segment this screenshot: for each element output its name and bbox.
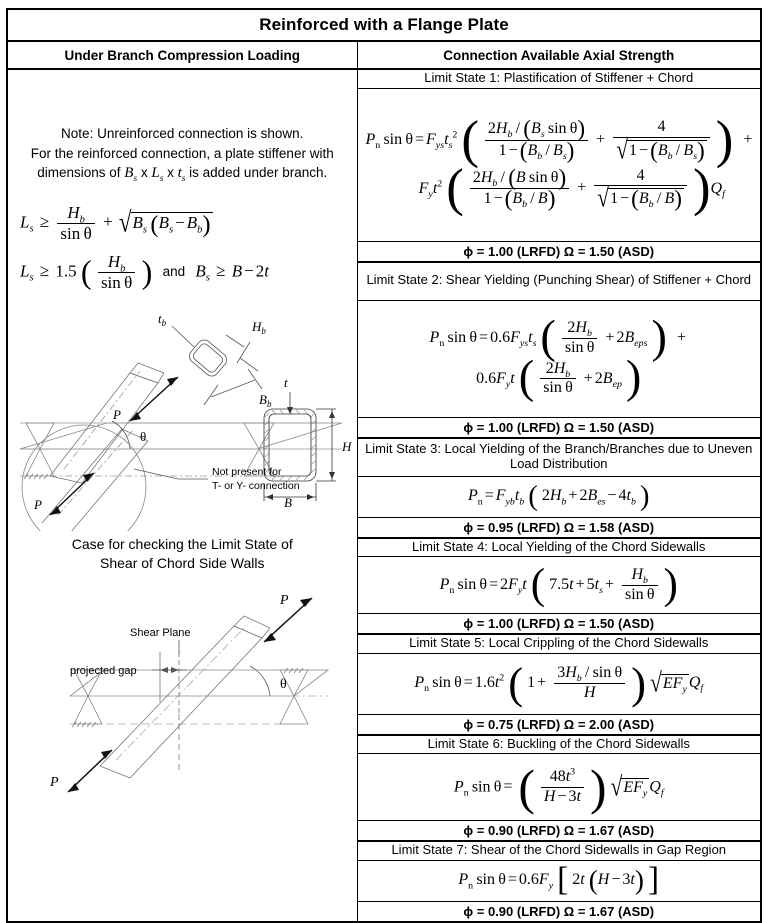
limit-state-2-factor-row (358, 417, 761, 438)
limit-state-1-heading-row (358, 70, 761, 88)
figure1-label-theta: θ (140, 429, 147, 445)
conjunction-and: and (162, 263, 186, 279)
note-line-2: For the reinforced connection, a plate stiffener with (30, 145, 334, 161)
figure1-label-H: H (342, 439, 352, 455)
limit-state-3-factor-row (358, 517, 761, 538)
figure2-label-P-lower: P (50, 774, 59, 790)
symbol-ls: $L_s$ (151, 164, 164, 184)
note-times-1: x (137, 164, 152, 180)
figure1-label-P-upper: P (113, 407, 122, 423)
limit-state-5-factors: ϕ = 0.75 (LRFD) Ω = 2.00 (ASD) (358, 714, 761, 735)
limit-state-7-heading-row (358, 841, 761, 860)
left-column-header: Under Branch Compression Loading (7, 41, 357, 69)
column-header-row (7, 41, 761, 69)
limit-state-2-heading: Limit State 2: Shear Yielding (Punching Shear) of Stiffener + Chord (358, 262, 761, 301)
left-equations (8, 184, 357, 291)
limit-state-4-formula: $P_n$ $\sin \theta = 2F_yt$ ( $7.5t + 5t_s$ + $\frac{H_b}{\text{sin θ}}$ ) (358, 557, 761, 614)
right-column-header: Connection Available Axial Strength (357, 41, 761, 69)
limit-state-1-factor-row (358, 241, 761, 262)
note-line-3-suffix: is added under branch. (185, 164, 328, 180)
note-line-3-prefix: dimensions of (37, 164, 125, 180)
figure2-caption-line2: Shear of Chord Side Walls (100, 554, 265, 571)
limit-state-7-factors: ϕ = 0.90 (LRFD) Ω = 1.67 (ASD) (463, 903, 655, 919)
figure1-label-t: t (284, 375, 288, 391)
limit-state-1-heading: Limit State 1: Plastification of Stiffener + Chord (358, 70, 761, 88)
right-column-content (357, 69, 761, 922)
limit-state-4-heading: Limit State 4: Local Yielding of the Chord Sidewalls (358, 538, 761, 557)
limit-state-4-factor-row (358, 614, 761, 635)
limit-state-3-formula: $P_n = F_{yb}t_b$ ( $2H_b + 2B_{es} - 4t_b$ ) (358, 476, 761, 517)
unreinforced-note (8, 90, 357, 184)
figure1-callout-line1: Not present for (212, 466, 282, 479)
limit-state-7-formula-row (358, 860, 761, 901)
figure1-label-Hb: $H_b$ (252, 319, 267, 337)
limit-state-3-heading: Limit State 3: Local Yielding of the Branch/Branches due to Uneven Load Distribution (358, 438, 761, 477)
content-row (7, 69, 761, 922)
limit-state-4-factors: ϕ = 1.00 (LRFD) Ω = 1.50 (ASD) (358, 614, 761, 635)
figure2-label-projected-gap: projected gap (70, 664, 137, 677)
limit-state-5-heading: Limit State 5: Local Crippling of the Chord Sidewalls (358, 634, 761, 653)
limit-state-6-factors: ϕ = 0.90 (LRFD) Ω = 1.67 (ASD) (358, 821, 761, 842)
figure1-label-Bb: $B_b$ (259, 392, 272, 410)
figure1-label-B: B (284, 495, 293, 511)
figure1-label-P-lower: P (34, 497, 43, 513)
figure-hss-connection (12, 301, 352, 531)
limit-state-2-formula-row (358, 300, 761, 417)
limit-state-5-formula: $P_n$ $\sin \theta = 1.6t^2$ ( 1 + $\frac{3H_b / \sin \theta}{H}$ ) $√EF_y$ $Q_f$ (358, 653, 761, 714)
limit-state-7-factor-row (358, 901, 761, 921)
limit-state-7-heading: Limit State 7: Shear of the Chord Sidewalls in Gap Region (358, 841, 761, 860)
symbol-ts: $t_s$ (177, 164, 186, 184)
figure2-label-shear-plane: Shear Plane (130, 626, 191, 639)
limit-state-1-factors: ϕ = 1.00 (LRFD) Ω = 1.50 (ASD) (358, 241, 761, 262)
limit-state-6-formula-row (358, 754, 761, 821)
limit-state-4-formula-row (358, 557, 761, 614)
equation-ls-min-2: $L_s \ge 1.5$ ( $\frac{H_b}{\text{sin θ}}$ ) and $B_s \ge B - 2t$ (20, 251, 269, 292)
limit-state-4-heading-row (358, 538, 761, 557)
limit-state-6-factor-row (358, 821, 761, 842)
limit-state-6-formula: $P_n$ sin θ = ( $\frac{48t^3}{H - 3t}$ ) $√EF_y$ $Q_f$ (358, 754, 761, 821)
limit-states-table (358, 70, 761, 921)
table-title-row (7, 9, 761, 41)
limit-state-7-formula: $P_n$ $\sin \theta = 0.6F_y$ [ 2t (H − 3t) ] (358, 860, 761, 901)
limit-state-1-formula-row (358, 88, 761, 241)
note-times-2: x (163, 164, 178, 180)
limit-state-5-heading-row (358, 634, 761, 653)
limit-state-3-heading-row (358, 438, 761, 477)
limit-state-1-formula: $P_n$ $\sin \theta = F_{ys}t_s^2$ ( $\frac{2H_b / (B_s \sin \theta)}{1 -(B_b / B_s)}$ + $\frac{4}{√1 -(B_b / B_s)}$ ) + $F_yt^2$ ( $\frac{2H_b / (B \sin \theta)}{1 -(B_b / B)}$ + $\frac{4}{√1 -(B_b / B)}$ )$Q_f$ (358, 88, 761, 241)
limit-state-2-factors: ϕ = 1.00 (LRFD) Ω = 1.50 (ASD) (358, 417, 761, 438)
figure1-label-tb: $t_b$ (158, 311, 167, 329)
note-line-3 (22, 163, 343, 184)
limit-state-3-factors: ϕ = 0.95 (LRFD) Ω = 1.58 (ASD) (358, 517, 761, 538)
limit-state-5-factor-row (358, 714, 761, 735)
limit-state-5-formula-row (358, 653, 761, 714)
limit-state-3-formula-row (358, 476, 761, 517)
figure2-label-theta: θ (280, 676, 287, 692)
figure2-caption (8, 531, 357, 573)
symbol-bs: $B_s$ (124, 164, 138, 184)
limit-state-6-heading: Limit State 6: Buckling of the Chord Sidewalls (358, 735, 761, 754)
limit-state-6-heading-row (358, 735, 761, 754)
left-column-content (7, 69, 357, 922)
figure1-callout-line2: T- or Y- connection (212, 480, 300, 493)
note-line-1: Note: Unreinforced connection is shown. (61, 126, 304, 142)
page-title: Reinforced with a Flange Plate (7, 9, 761, 41)
figure2-caption-line1: Case for checking the Limit State of (71, 536, 293, 553)
equation-ls-min-1: $L_s$ ≥ $\frac{H_b}{\text{sin θ}}$ + $√B_s$ $(B_s - B_b)$ (20, 202, 211, 243)
limit-state-2-formula: $P_n$ $\sin \theta = 0.6F_{ys}t_s$ ( $\frac{2H_b}{\text{sin θ}}$ + $2B_{eps}$ ) + $0.6F_yt$ ( $\frac{2H_b}{\text{sin θ}}$ + $2B_{ep}$ ) (358, 300, 761, 417)
figure-shear-plane (12, 574, 352, 799)
limit-state-2-heading-row (358, 262, 761, 301)
figure2-label-P-upper: P (280, 592, 289, 608)
spec-table (6, 8, 762, 923)
